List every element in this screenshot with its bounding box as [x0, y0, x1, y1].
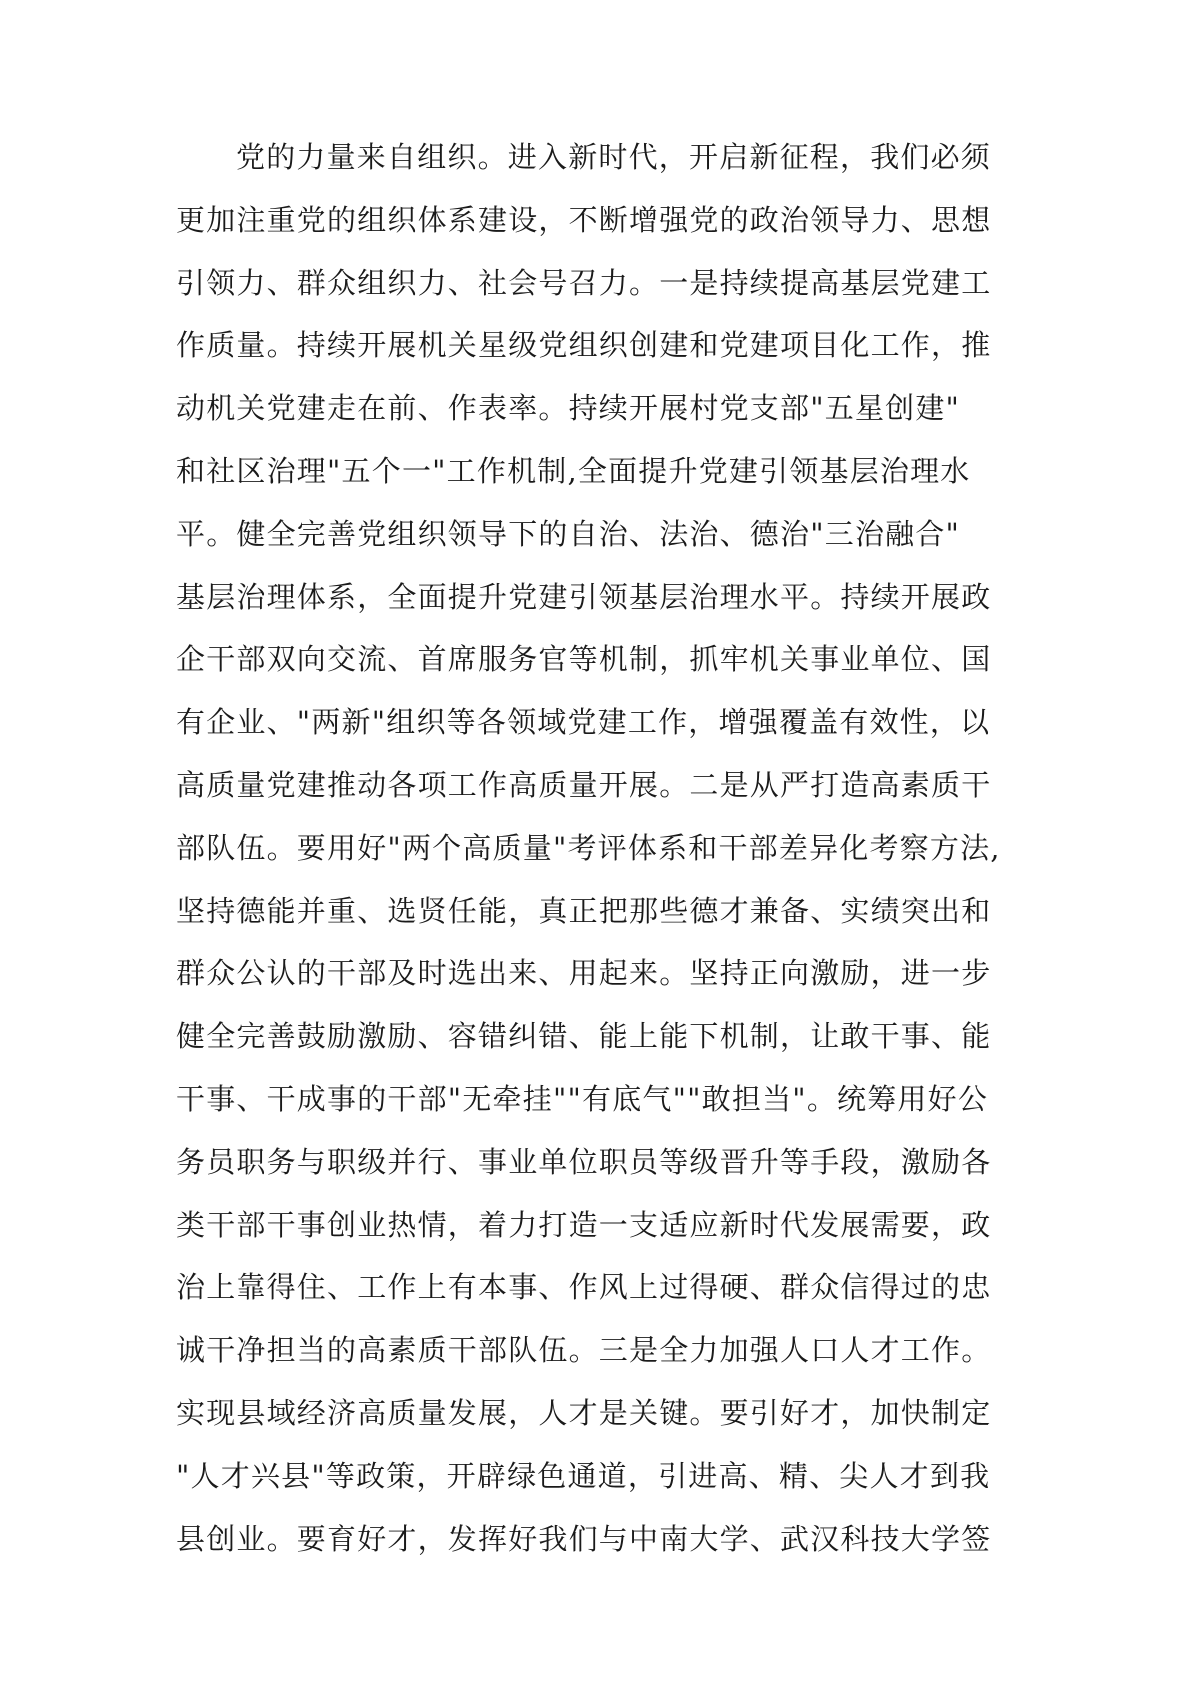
text-line: 高质量党建推动各项工作高质量开展。二是从严打造高素质干 — [176, 767, 992, 802]
text-line: 基层治理体系，全面提升党建引领基层治理水平。持续开展政 — [176, 579, 992, 614]
text-line: 部队伍。要用好"两个高质量"考评体系和干部差异化考察方法, — [176, 830, 1001, 865]
text-line: 实现县域经济高质量发展，人才是关键。要引好才，加快制定 — [176, 1395, 992, 1430]
text-line: 平。健全完善党组织领导下的自治、法治、德治"三治融合" — [176, 516, 961, 551]
text-line: 诚干净担当的高素质干部队伍。三是全力加强人口人才工作。 — [176, 1333, 992, 1368]
text-line: 务员职务与职级并行、事业单位职员等级晋升等手段，激励各 — [176, 1144, 992, 1179]
text-line: 健全完善鼓励激励、容错纠错、能上能下机制，让敢干事、能 — [176, 1019, 992, 1054]
text-line: "人才兴县"等政策，开辟绿色通道，引进高、精、尖人才到我 — [176, 1458, 991, 1493]
text-line: 动机关党建走在前、作表率。持续开展村党支部"五星创建" — [176, 391, 961, 426]
text-line: 作质量。持续开展机关星级党组织创建和党建项目化工作，推 — [176, 328, 992, 363]
text-line: 治上靠得住、工作上有本事、作风上过得硬、群众信得过的忠 — [176, 1270, 992, 1305]
text-line: 企干部双向交流、首席服务官等机制，抓牢机关事业单位、国 — [176, 642, 992, 677]
body-paragraph — [176, 126, 1056, 1570]
text-line: 干事、干成事的干部"无牵挂""有底气""敢担当"。统筹用好公 — [176, 1081, 989, 1116]
text-line: 类干部干事创业热情，着力打造一支适应新时代发展需要，政 — [176, 1207, 992, 1242]
text-line: 有企业、"两新"组织等各领域党建工作，增强覆盖有效性，以 — [176, 705, 991, 740]
text-line: 县创业。要育好才，发挥好我们与中南大学、武汉科技大学签 — [176, 1521, 992, 1556]
text-line: 群众公认的干部及时选出来、用起来。坚持正向激励，进一步 — [176, 956, 992, 991]
text-line: 坚持德能并重、选贤任能，真正把那些德才兼备、实绩突出和 — [176, 893, 992, 928]
text-line: 更加注重党的组织体系建设，不断增强党的政治领导力、思想 — [176, 202, 992, 237]
text-line: 和社区治理"五个一"工作机制,全面提升党建引领基层治理水 — [176, 453, 971, 488]
text-line: 引领力、群众组织力、社会号召力。一是持续提高基层党建工 — [176, 265, 992, 300]
text-line: 党的力量来自组织。进入新时代，开启新征程，我们必须 — [236, 140, 992, 174]
